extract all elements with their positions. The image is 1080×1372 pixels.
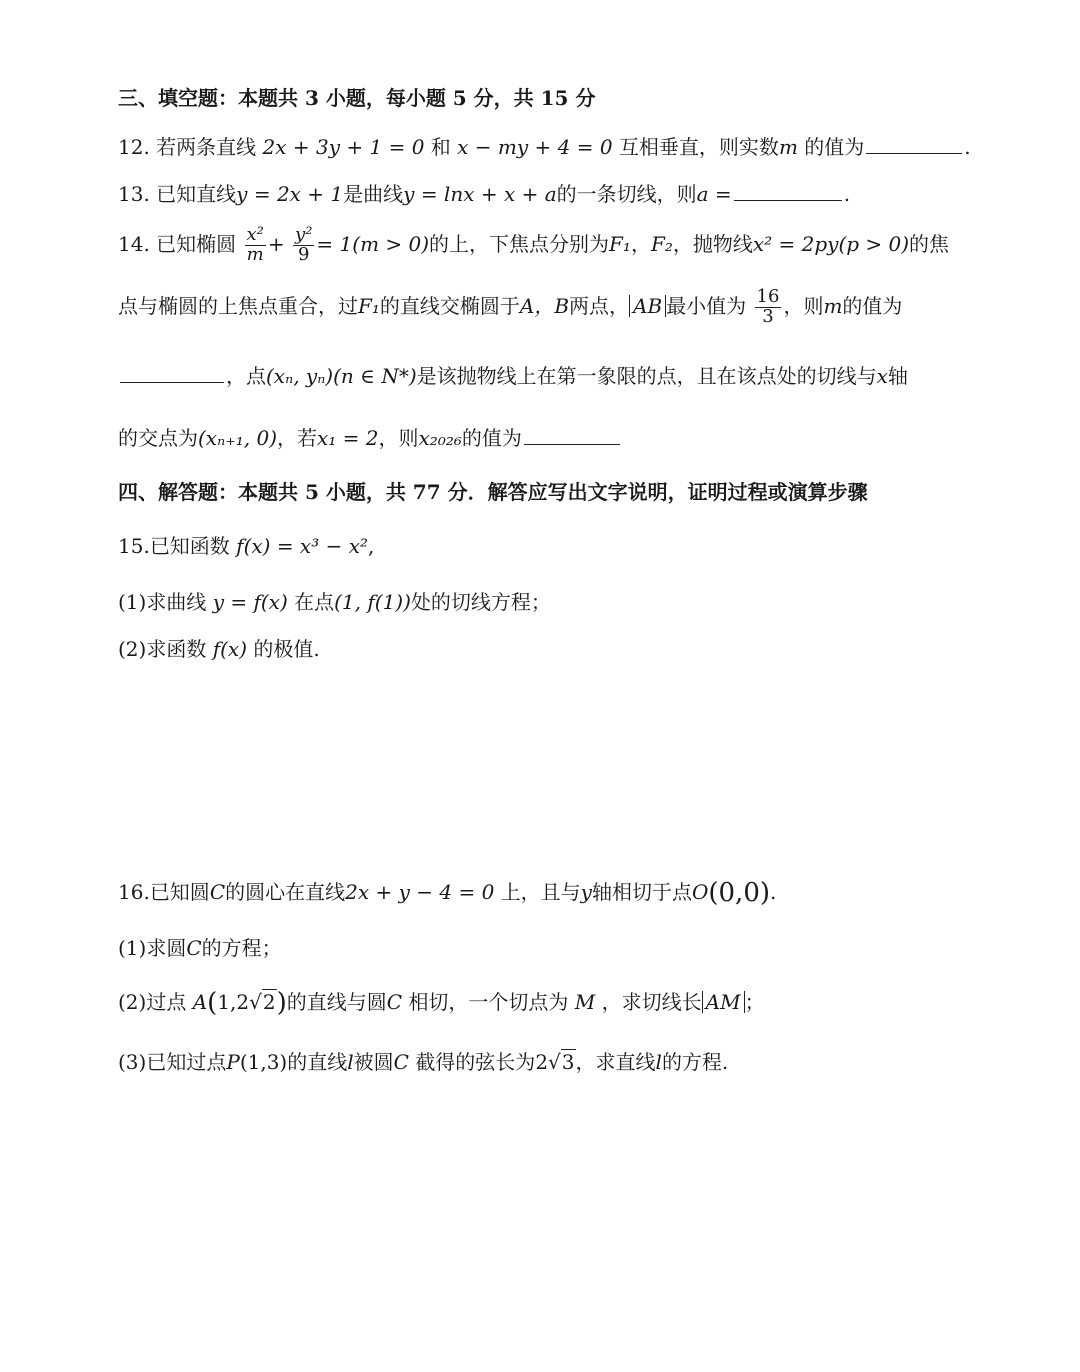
q14-line4-x2026: x₂₀₂₆ bbox=[418, 426, 462, 450]
q14-line2-c: A，B bbox=[519, 293, 570, 318]
q14-frac3-den: 3 bbox=[762, 305, 774, 327]
q14-text-d: 的焦 bbox=[909, 231, 950, 256]
q14-parabola: x² = 2py(p > 0) bbox=[752, 231, 910, 256]
q16-p2-sqrt: 2 bbox=[262, 990, 276, 1014]
q16-y: y bbox=[580, 880, 592, 904]
q14-line2-b: 的直线交椭圆于 bbox=[379, 293, 520, 318]
q14-text-c: ，抛物线 bbox=[672, 231, 753, 256]
q14-f1: F₁ bbox=[609, 231, 631, 256]
question-16-part-3 bbox=[118, 1050, 728, 1074]
q14-line3-point: (xₙ, yₙ)(n ∈ N*) bbox=[266, 364, 417, 388]
q12-var: m bbox=[778, 135, 798, 159]
q14-plus: + bbox=[267, 231, 285, 256]
q16-p3-d: 截得的弦长为 bbox=[415, 1050, 536, 1074]
q15-p1-point: (1, f(1)) bbox=[334, 590, 411, 614]
q13-text-b: 是曲线 bbox=[343, 182, 404, 206]
q16-p3-l: l bbox=[347, 1050, 354, 1074]
q14-line2-e: 最小值为 bbox=[666, 293, 747, 318]
q13-eq1: y = 2x + 1 bbox=[236, 182, 344, 206]
q13-eq3: a = bbox=[696, 182, 732, 206]
q14-line2-f1: F₁ bbox=[358, 293, 380, 318]
q15-fx: f(x) = x³ − x² bbox=[236, 534, 368, 558]
q16-p2-c: 相切，一个切点为 bbox=[408, 990, 569, 1014]
question-15-part-1 bbox=[118, 590, 551, 614]
q12-end: . bbox=[964, 135, 971, 159]
q16-p3-label: (3) bbox=[118, 1050, 147, 1074]
q16-p2-a: 过点 bbox=[146, 990, 187, 1014]
q16-c: C bbox=[209, 880, 226, 904]
q16-p2-AM: AM bbox=[702, 991, 745, 1013]
q15-p2-label: (2) bbox=[118, 637, 147, 661]
q14-line3-c: 轴 bbox=[887, 364, 908, 388]
q14-f2: F₂ bbox=[650, 231, 673, 256]
question-14-line-1 bbox=[118, 226, 949, 265]
q16-p2-e: ； bbox=[744, 990, 765, 1014]
q15-p1-eq: y = f(x) bbox=[212, 590, 288, 614]
q14-line2-g: m bbox=[823, 293, 843, 318]
q16-p2-A: A bbox=[192, 990, 208, 1014]
question-14-line-4 bbox=[118, 424, 622, 450]
q16-p2-d: ，求切线长 bbox=[601, 990, 702, 1014]
question-13 bbox=[118, 180, 850, 206]
q14-frac2-den: 9 bbox=[298, 243, 310, 265]
q16-number: 16. bbox=[118, 880, 150, 904]
q15-p2-fx: f(x) bbox=[212, 637, 247, 661]
question-15-part-2 bbox=[118, 637, 320, 661]
q15-number: 15. bbox=[118, 534, 150, 558]
q14-answer-blank-2[interactable] bbox=[524, 424, 620, 445]
q12-number: 12. bbox=[118, 135, 150, 159]
q16-p2-point-a: 1,2 bbox=[217, 990, 250, 1014]
q14-fraction-x2-over-m bbox=[245, 226, 266, 265]
question-15 bbox=[118, 534, 374, 558]
q14-line4-point: (xₙ₊₁, 0) bbox=[198, 426, 278, 450]
q14-line2-f: ，则 bbox=[783, 293, 824, 318]
question-14-line-2 bbox=[118, 288, 902, 327]
q15-text-a: 已知函数 bbox=[149, 534, 230, 558]
q15-p1-label: (1) bbox=[118, 590, 147, 614]
q16-text-b: 的圆心在直线 bbox=[225, 880, 346, 904]
q14-fraction-y2-over-9 bbox=[293, 226, 314, 265]
q16-p2-M: M bbox=[574, 990, 596, 1014]
q16-text-d: 轴相切于点 bbox=[591, 880, 692, 904]
q16-p1-c: C bbox=[186, 936, 202, 960]
q16-p2-label: (2) bbox=[118, 990, 147, 1014]
q16-p3-len-sqrt: 3 bbox=[561, 1050, 575, 1074]
q13-end: . bbox=[843, 182, 851, 206]
q12-eq1: 2x + 3y + 1 = 0 bbox=[262, 135, 425, 159]
q14-sep: ， bbox=[630, 231, 651, 256]
sqrt-icon: √ bbox=[249, 990, 262, 1014]
q14-line3-x: x bbox=[876, 364, 888, 388]
q14-eq-rest: = 1(m > 0) bbox=[316, 231, 430, 256]
q14-line2-a: 点与椭圆的上焦点重合，过 bbox=[118, 293, 358, 318]
q14-line3-b: 是该抛物线上在第一象限的点，且在该点处的切线与 bbox=[416, 364, 877, 388]
q14-abs-ab: AB bbox=[629, 295, 666, 317]
q16-p3-point: (1,3) bbox=[239, 1050, 288, 1074]
q16-o: O bbox=[691, 880, 709, 904]
q12-answer-blank[interactable] bbox=[866, 133, 962, 154]
q13-eq2: y = lnx + x + a bbox=[403, 182, 557, 206]
q16-text-a: 已知圆 bbox=[149, 880, 210, 904]
q16-o-point: (0,0) bbox=[708, 878, 771, 908]
q16-p2-c-var: C bbox=[386, 990, 403, 1014]
q16-p3-b: 的直线 bbox=[287, 1050, 348, 1074]
q14-number: 14. bbox=[118, 231, 150, 256]
q15-p2-a: 求函数 bbox=[146, 637, 207, 661]
q13-text-a: 已知直线 bbox=[156, 182, 237, 206]
q16-end: . bbox=[770, 880, 777, 904]
q14-text-a: 已知椭圆 bbox=[156, 231, 237, 256]
q16-p3-e: ，求直线 bbox=[575, 1050, 656, 1074]
q13-number: 13. bbox=[118, 182, 150, 206]
q16-p3-P: P bbox=[226, 1050, 240, 1074]
q14-answer-blank-1[interactable] bbox=[120, 362, 224, 383]
q14-frac3-num: 16 bbox=[756, 286, 780, 307]
q16-p2-open-paren: ( bbox=[207, 988, 218, 1018]
q12-text-a: 若两条直线 bbox=[156, 135, 257, 159]
q14-fraction-16-over-3 bbox=[755, 288, 782, 327]
q15-p1-b: 在点 bbox=[294, 590, 335, 614]
q14-frac2-num: y² bbox=[295, 224, 313, 245]
q16-eq: 2x + y − 4 = 0 bbox=[345, 880, 495, 904]
q13-text-c: 的一条切线，则 bbox=[556, 182, 697, 206]
q15-p1-c: 处的切线方程； bbox=[410, 590, 551, 614]
q15-end: , bbox=[368, 534, 375, 558]
q16-p1-a: 求圆 bbox=[146, 936, 187, 960]
q14-frac1-num: x² bbox=[246, 224, 264, 245]
section3-heading-text: 三、填空题：本题共 3 小题，每小题 5 分，共 15 分 bbox=[118, 86, 596, 110]
question-16 bbox=[118, 878, 776, 909]
q16-p2-b: 的直线与圆 bbox=[286, 990, 387, 1014]
q14-line2-h: 的值为 bbox=[842, 293, 903, 318]
q14-frac1-den: m bbox=[246, 243, 264, 265]
q14-line4-c: ，则 bbox=[378, 426, 419, 450]
q16-text-c: 上，且与 bbox=[500, 880, 581, 904]
q16-p3-c: 被圆 bbox=[353, 1050, 394, 1074]
sqrt-icon: √ bbox=[548, 1050, 561, 1074]
question-12 bbox=[118, 133, 971, 159]
q14-line4-x1: x₁ = 2 bbox=[317, 426, 379, 450]
q16-p3-f: 的方程. bbox=[661, 1050, 729, 1074]
question-14-line-3 bbox=[118, 362, 908, 388]
section4-heading-text: 四、解答题：本题共 5 小题，共 77 分．解答应写出文字说明，证明过程或演算步骤 bbox=[118, 480, 868, 504]
q16-p3-c-var: C bbox=[393, 1050, 409, 1074]
q15-p1-a: 求曲线 bbox=[146, 590, 207, 614]
q14-line4-b: ，若 bbox=[277, 426, 318, 450]
q13-answer-blank[interactable] bbox=[734, 180, 842, 201]
question-16-part-2 bbox=[118, 988, 765, 1019]
q14-line2-d: 两点， bbox=[569, 293, 630, 318]
q16-p3-a: 已知过点 bbox=[146, 1050, 227, 1074]
q14-line4-a: 的交点为 bbox=[118, 426, 198, 450]
q12-eq2: x − my + 4 = 0 bbox=[457, 135, 613, 159]
q16-p1-b: 的方程； bbox=[201, 936, 282, 960]
section-heading-fill-in bbox=[118, 86, 595, 110]
question-16-part-1 bbox=[118, 936, 282, 960]
q12-text-b: 互相垂直，则实数 bbox=[618, 135, 779, 159]
q12-text-c: 的值为 bbox=[804, 135, 865, 159]
q14-text-b: 的上，下焦点分别为 bbox=[429, 231, 610, 256]
q16-p1-label: (1) bbox=[118, 936, 147, 960]
q15-p2-b: 的极值. bbox=[253, 637, 320, 661]
q16-p3-l2: l bbox=[655, 1050, 662, 1074]
q16-p3-len-a: 2 bbox=[535, 1050, 549, 1074]
section-heading-problems bbox=[118, 480, 868, 504]
q12-and: 和 bbox=[430, 135, 451, 159]
q14-line3-a: ，点 bbox=[226, 364, 266, 388]
q14-line4-d: 的值为 bbox=[461, 426, 522, 450]
q16-p2-close-paren: ) bbox=[276, 988, 287, 1018]
